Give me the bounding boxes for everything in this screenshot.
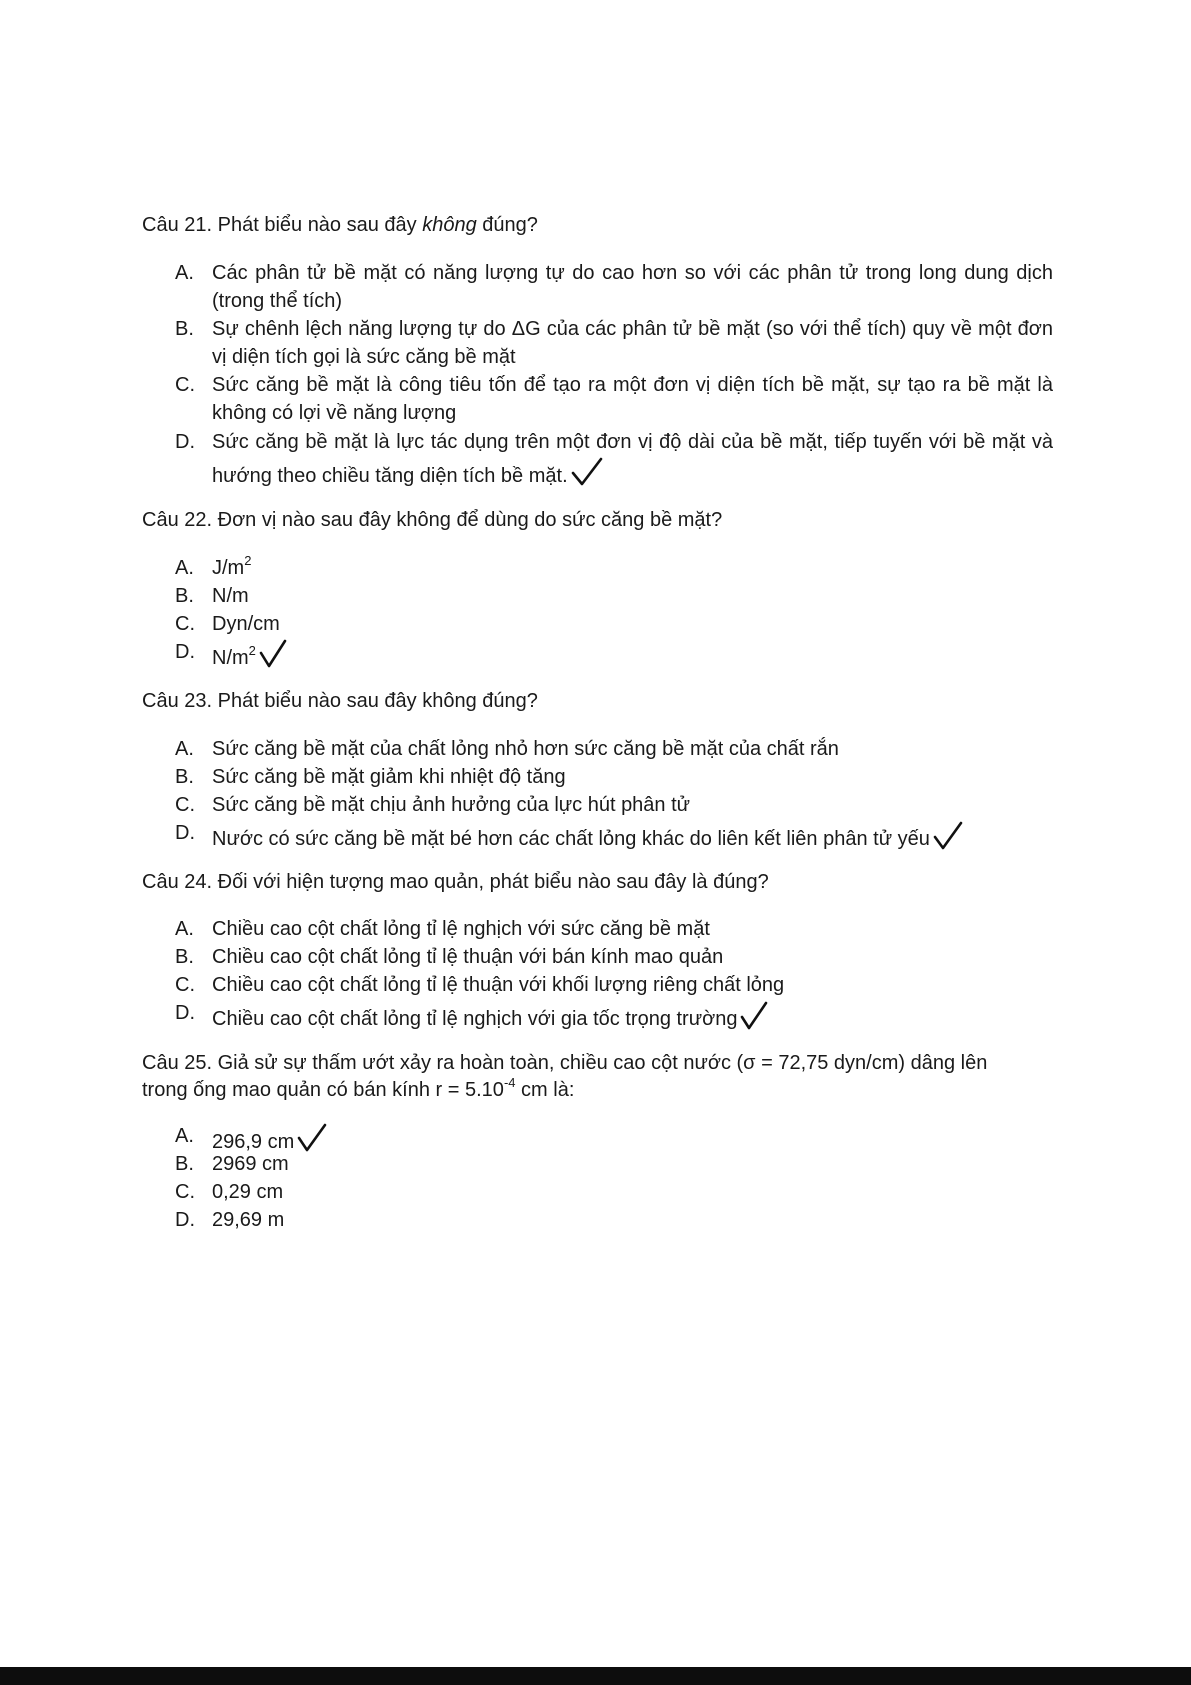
q23-option-b: B. Sức căng bề mặt giảm khi nhiệt độ tăng [175, 766, 566, 788]
q23-option-c: C. Sức căng bề mặt chịu ảnh hưởng của lực hút phân tử [175, 794, 691, 816]
q21-option-d-text: Sức căng bề mặt là lực tác dụng trên một đơn vị độ dài của bề mặt, tiếp tuyến với bề mặt và hướng theo chiều tăng diện tích bề mặt. [212, 431, 1053, 487]
q23-option-d: D. Nước có sức căng bề mặt bé hơn các chất lỏng khác do liên kết liên phân tử yếu [175, 819, 1053, 853]
checkmark-icon [570, 456, 604, 488]
checkmark-icon [932, 819, 964, 851]
question-23-title: Câu 23. Phát biểu nào sau đây không đúng? [142, 690, 538, 712]
q22-option-a: A. $J/m^2$ [175, 553, 252, 579]
q21-option-c: C. Sức căng bề mặt là công tiêu tốn để tạo ra một đơn vị diện tích bề mặt, sự tạo ra bề mặt là không có lợi về năng lượng [175, 374, 1053, 424]
q21-option-d: D. Sức căng bề mặt là lực tác dụng trên một đơn vị độ dài của bề mặt, tiếp tuyến với bề mặt và hướng theo chiều tăng diện tích bề mặt. [175, 431, 1053, 487]
q24-option-c: C. Chiều cao cột chất lỏng tỉ lệ thuận với khối lượng riêng chất lỏng [175, 974, 785, 996]
question-25-title-line1: Câu 25. Giả sử sự thấm ướt xảy ra hoàn toàn, chiều cao cột nước (σ = 72,75 dyn/cm) dâng lên [142, 1052, 988, 1074]
q21-option-a: A. Các phân tử bề mặt có năng lượng tự do cao hơn so với các phân tử trong long dung dịch (trong thể tích) [175, 262, 1053, 312]
question-21-title: Câu 21. Phát biểu nào sau đây không đúng? [142, 214, 538, 236]
q25-option-c: C. 0,29 cm [175, 1181, 284, 1203]
q25-option-a: A. 296,9 cm [175, 1122, 1053, 1156]
q21-option-b: B. Sự chênh lệch năng lượng tự do ΔG của các phân tử bề mặt (so với thể tích) quy về một đơn vị diện tích gọi là sức căng bề mặt [175, 318, 1053, 368]
question-24-title: Câu 24. Đối với hiện tượng mao quản, phát biểu nào sau đây là đúng? [142, 871, 769, 893]
scan-bottom-edge [0, 1667, 1191, 1685]
q25-option-b: B. 2969 cm [175, 1153, 289, 1175]
q22-option-d: D. $N/m^2$ [175, 638, 1053, 672]
checkmark-icon [258, 638, 288, 670]
q24-option-b: B. Chiều cao cột chất lỏng tỉ lệ thuận với bán kính mao quản [175, 946, 724, 968]
q25-option-d: D. 29,69 m [175, 1209, 285, 1231]
q22-option-c: C. Dyn/cm [175, 613, 280, 635]
q22-option-b: B. N/m [175, 585, 249, 607]
checkmark-icon [739, 999, 769, 1031]
q24-option-a: A. Chiều cao cột chất lỏng tỉ lệ nghịch với sức căng bề mặt [175, 918, 710, 940]
q23-option-a: A. Sức căng bề mặt của chất lỏng nhỏ hơn sức căng bề mặt của chất rắn [175, 738, 839, 760]
q24-option-d: D. Chiều cao cột chất lỏng tỉ lệ nghịch với gia tốc trọng trường [175, 999, 1053, 1033]
question-22-title: Câu 22. Đơn vị nào sau đây không để dùng do sức căng bề mặt? [142, 509, 723, 531]
question-25-title-line2: trong ống mao quản có bán kính $r = 5.10^{-4}$ cm là: [142, 1075, 575, 1101]
